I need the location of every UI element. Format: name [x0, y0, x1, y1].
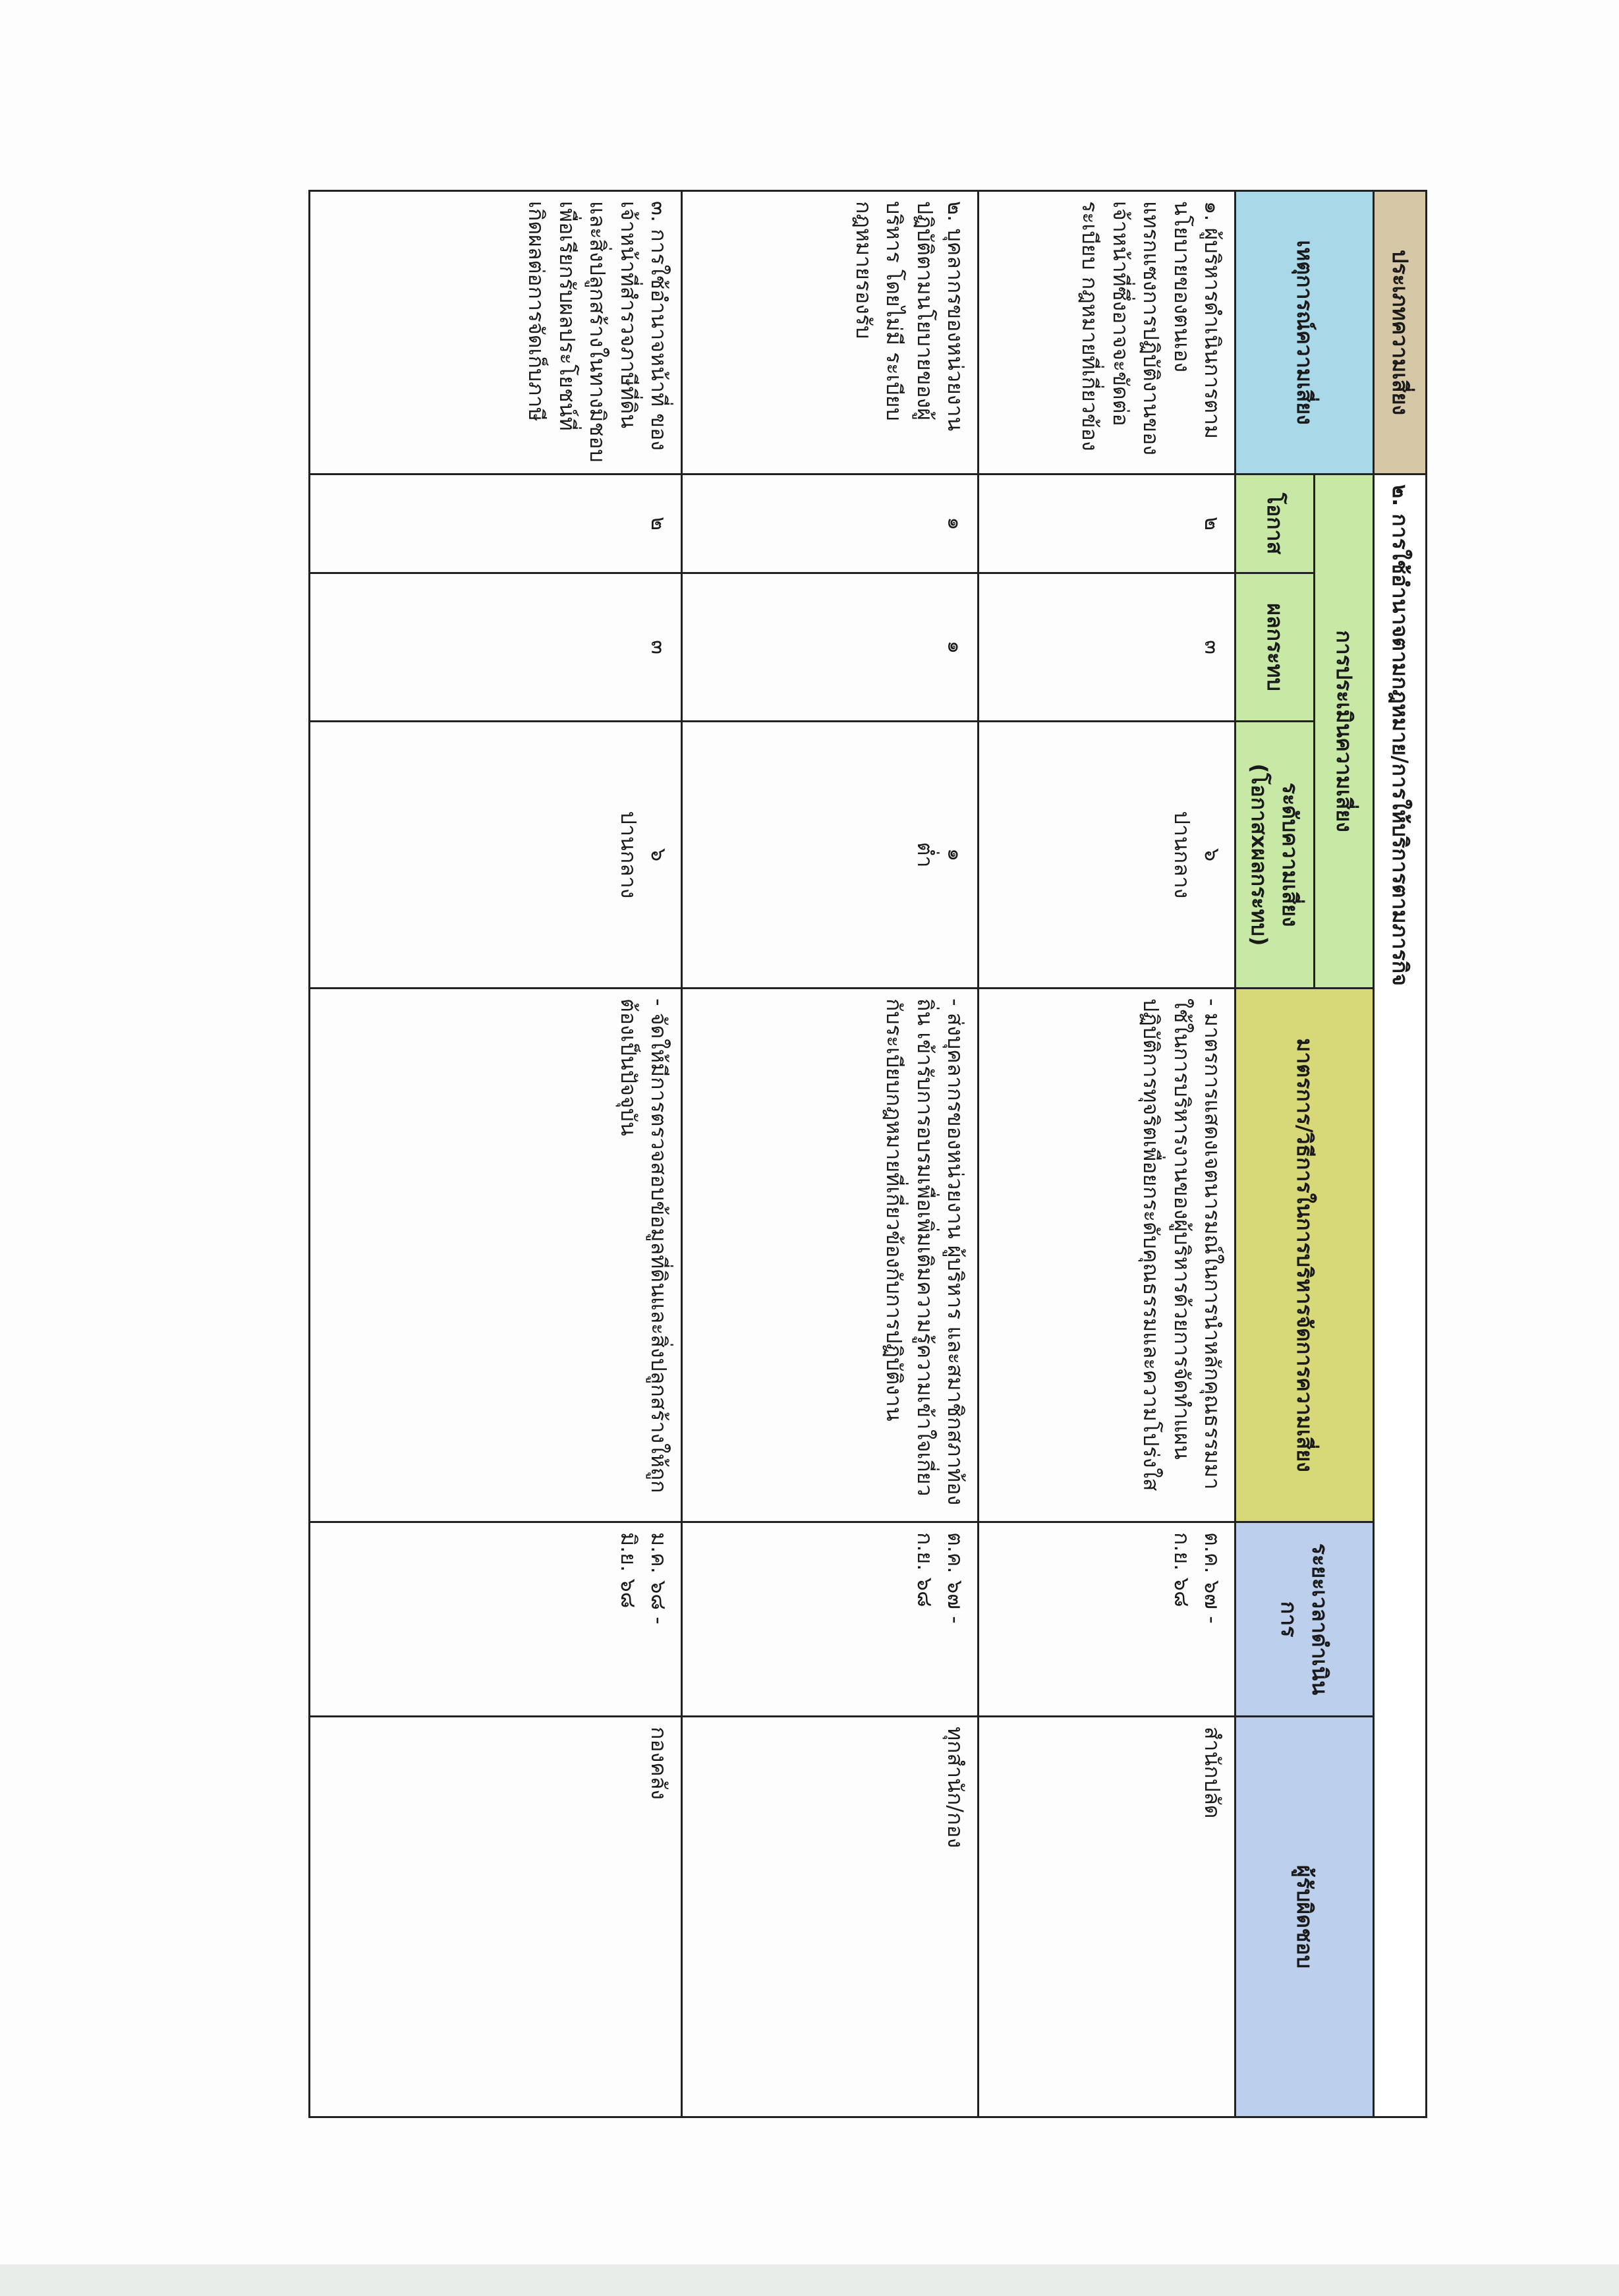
- row3-time: [310, 1522, 682, 1717]
- row2-owner: ทุกสำนัก/กอง: [682, 1717, 979, 2117]
- row1-time-start: ต.ค. ๖๗ -: [1200, 1532, 1225, 1624]
- row3-level: [310, 722, 682, 989]
- row1-owner: สำนักปลัด: [979, 1717, 1236, 2117]
- row1-event: ๑. ผู้บริหารดำเนินการตามนโยบายของตนเอง แทรกแซงการปฏิบัติงานของเจ้าหน้าที่ซึ่งอาจจะขัดต่อระเบียบ กฎหมายที่เกี่ยวข้อง: [979, 191, 1236, 474]
- row1-time: [979, 1522, 1236, 1717]
- row2-time-start: ต.ค. ๖๗ -: [943, 1532, 968, 1624]
- owner-header: ผู้รับผิดชอบ: [1236, 1717, 1374, 2117]
- row2-time-end: ก.ย. ๖๘: [912, 1532, 938, 1607]
- row2-level-text: ต่ำ: [912, 842, 938, 868]
- row2-impact: ๑: [682, 573, 979, 722]
- rotated-document: [310, 190, 1427, 2116]
- row2-level: [682, 722, 979, 989]
- row3-event: ๓. การใช้อำนาจหน้าที่ ของเจ้าหน้าที่สำรวจภาษีที่ดินและสิ่งปลูกสร้างในทางมิชอบ เพื่อเรียกรับผลประโยชน์ที่เกิดผลต่อการจัดเก็บภาษี: [310, 191, 682, 474]
- level-header-title: ระดับความเสี่ยง: [1277, 782, 1303, 927]
- row3-time-start: ม.ค. ๖๘ -: [646, 1532, 671, 1624]
- row2-level-value: ๑: [943, 847, 968, 862]
- event-header: เหตุการณ์ความเสี่ยง: [1236, 191, 1374, 474]
- row1-level-text: ปานกลาง: [1169, 811, 1195, 899]
- measure-header: มาตรการ/วิธีการในการบริหารจัดการความเสี่ยง: [1236, 989, 1374, 1522]
- risk-table: [308, 190, 1427, 2118]
- row1-level: [979, 722, 1236, 989]
- impact-header: ผลกระทบ: [1236, 573, 1315, 722]
- assessment-header: การประเมินความเสี่ยง: [1315, 474, 1374, 989]
- row3-measure: - จัดให้มีการตรวจสอบข้อมูลที่ดินและสิ่งปลูกสร้างให้ถูกต้องเป็นปัจจุบัน: [310, 989, 682, 1522]
- row3-impact: ๓: [310, 573, 682, 722]
- likelihood-header: โอกาส: [1236, 474, 1315, 573]
- level-header: [1236, 722, 1315, 989]
- row1-likelihood: ๒: [979, 474, 1236, 573]
- risk-type-header: ประเภทความเสี่ยง: [1374, 191, 1427, 474]
- row1-level-value: ๖: [1200, 847, 1225, 862]
- scan-bottom-edge: [0, 2264, 1619, 2296]
- section-title: ๒. การใช้อำนาจตามกฎหมาย/การให้บริการตามภารกิจ: [1374, 474, 1427, 2117]
- row3-owner: กองคลัง: [310, 1717, 682, 2117]
- time-header: ระยะเวลาดำเนินการ: [1236, 1522, 1374, 1717]
- level-header-sub: (โอกาสxผลกระทบ): [1247, 763, 1272, 946]
- row3-level-value: ๖: [646, 847, 671, 862]
- row1-measure: - มาตรการแสดงเจตนารมณ์ในการนำหลักคุณธรรมมาใช้ในการบริหารงานของผู้บริหารด้วยการจัดทำแผนปฏิบัติการทุจริตเพื่อยกระดับคุณธรรมและความโปร่งใส: [979, 989, 1236, 1522]
- row1-impact: ๓: [979, 573, 1236, 722]
- row3-time-end: มิ.ย. ๖๘: [615, 1532, 641, 1609]
- row3-likelihood: ๒: [310, 474, 682, 573]
- row1-time-end: ก.ย. ๖๘: [1169, 1532, 1195, 1607]
- row2-measure: - ส่งบุคลากรของหน่วยงาน ผู้บริหาร และสมาชิกสภาท้องถิ่น เข้ารับการอบรมเพื่อเพิ่มเติมความรู้ความเข้าใจเกี่ยวกับระเบียบกฎหมายที่เกี่ยวข้องกับการปฏิบัติงาน: [682, 989, 979, 1522]
- row2-likelihood: ๑: [682, 474, 979, 573]
- row2-time: [682, 1522, 979, 1717]
- row2-event: ๒. บุคลากรของหน่วยงานปฏิบัติตามนโยบายของผู้บริหาร โดยไม่มี ระเบียบกฎหมายรองรับ: [682, 191, 979, 474]
- row3-level-text: ปานกลาง: [615, 811, 641, 899]
